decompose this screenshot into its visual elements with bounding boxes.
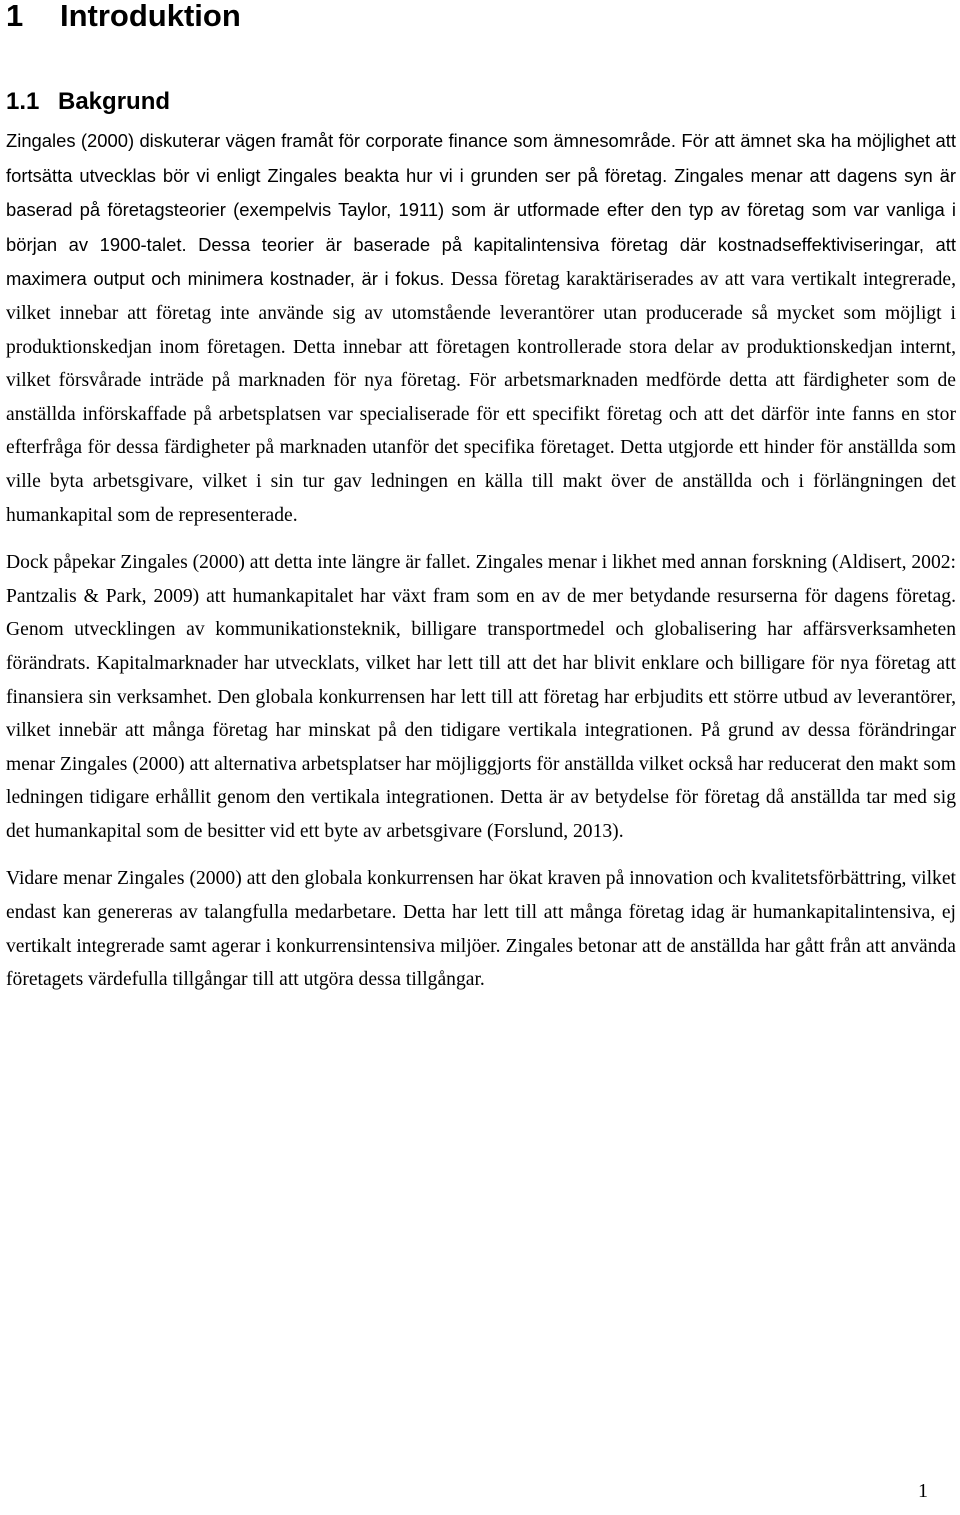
chapter-number: 1 [6,0,24,33]
paragraph-1-serif-run: Dessa företag karaktäriserades av att vara vertikalt integrerade, vilket innebar att företag inte använde sig av utomstående leverantörer utan producerade så mycket som möjligt i produktionskedjan inom företagen. Detta innebar att företagen kontrollerade stora delar av produktionskedjan internt, vilket försvårade inträde på marknaden för nya företag. För arbetsmarknaden medförde detta att färdigheter som de anställda införskaffade på arbetsplatsen var specialiserade för ett specifikt företag och att det därför inte fanns en stor efterfråga för dessa färdigheter på marknaden utanför det specifika företaget. Detta utgjorde ett hinder för anställda som ville byta arbetsgivare, vilket i sin tur gav ledningen en källa till makt över de anställda och i förlängningen det humankapital som de representerade. [6,269,957,526]
body-text [6,124,956,997]
section-heading [6,87,170,117]
paragraph-1 [6,124,956,532]
section-title: Bakgrund [58,88,171,115]
chapter-title: Introduktion [60,0,241,33]
paragraph-2: Dock påpekar Zingales (2000) att detta inte längre är fallet. Zingales menar i likhet med annan forskning (Aldisert, 2002: Pantzalis & Park, 2009) att humankapitalet har växt fram som en av de mer betydande resurserna för dagens företag. Genom utvecklingen av kommunikationsteknik, billigare transportmedel och globalisering har affärsverksamheten förändrats. Kapitalmarknader har utvecklats, vilket har lett till att det har blivit enklare och billigare för nya företag att finansiera sin verksamhet. Den globala konkurrensen har lett till att företag har erbjudits ett större utbud av leverantörer, vilket innebär att många företag har minskat på den tidigare vertikala integrationen. På grund av dessa förändringar menar Zingales (2000) att alternativa arbetsplatser har möjliggjorts för anställda vilket också har reducerat den makt som ledningen tidigare erhållit genom den vertikala integrationen. Detta är av betydelse för företag då anställda tar med sig det humankapital som de besitter vid ett byte av arbetsgivare (Forslund, 2013). [6,552,956,842]
page-number: 1 [918,1480,928,1502]
paragraph-3: Vidare menar Zingales (2000) att den globala konkurrensen har ökat kraven på innovation och kvalitetsförbättring, vilket endast kan genereras av talangfulla medarbetare. Detta har lett till att många företag idag är humankapitalintensiva, ej vertikalt integrerade samt agerar i konkurrensintensiva miljöer. Zingales betonar att de anställda har gått från att använda företagets värdefulla tillgångar till att utgöra dessa tillgångar. [6,868,956,991]
section-number: 1.1 [6,88,40,115]
chapter-heading [6,0,241,34]
paragraph-1-sans-run: Zingales (2000) diskuterar vägen framåt för corporate finance som ämnesområde. För att ämnet ska ha möjlighet att fortsätta utvecklas bör vi enligt Zingales beakta hur vi i grunden ser på företag. Zingales menar att dagens syn är baserad på företagsteorier (exempelvis Taylor, 1911) som är utformade efter den typ av företag som var vanliga i början av 1900-talet. Dessa teorier är baserade på kapitalintensiva företag där kostnadseffektiviseringar, att maximera output och minimera kostnader, är i fokus. [6,130,956,290]
